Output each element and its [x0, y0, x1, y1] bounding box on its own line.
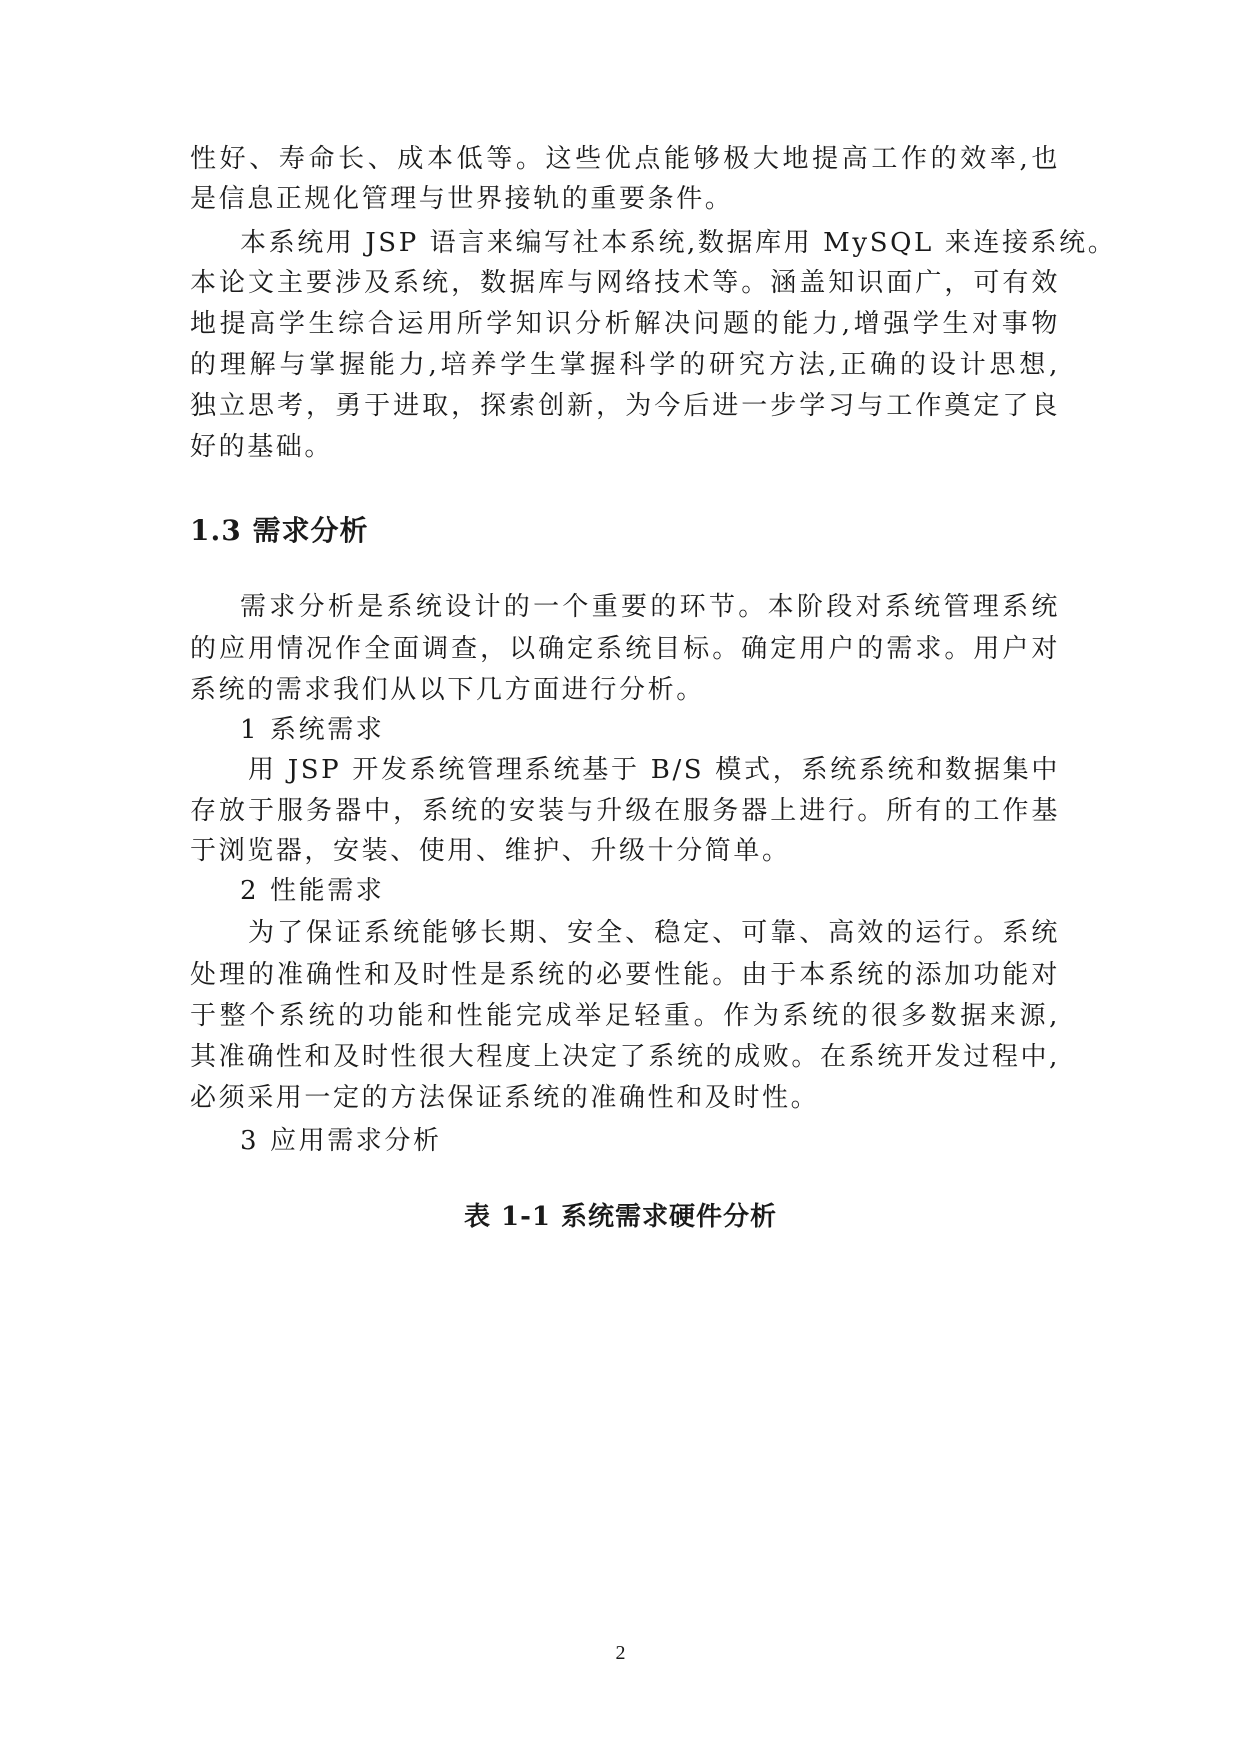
system-paragraph-line-4: 的理解与掌握能力,培养学生掌握科学的研究方法,正确的设计思想, [190, 350, 1060, 380]
system-paragraph-line-3: 地提高学生综合运用所学知识分析解决问题的能力,增强学生对事物 [190, 309, 1060, 339]
section-intro-line-3: 系统的需求我们从以下几方面进行分析。 [190, 675, 705, 705]
item1-line-1: 用 JSP 开发系统管理系统基于 B/S 模式，系统系统和数据集中 [248, 755, 1060, 785]
section-intro-line-2: 的应用情况作全面调查，以确定系统目标。确定用户的需求。用户对 [190, 634, 1060, 664]
section-heading: 1.3 需求分析 [190, 514, 369, 547]
item2-line-1: 为了保证系统能够长期、安全、稳定、可靠、高效的运行。系统 [248, 918, 1060, 948]
section-intro-line-1: 需求分析是系统设计的一个重要的环节。本阶段对系统管理系统 [240, 592, 1060, 622]
item1-line-2: 存放于服务器中，系统的安装与升级在服务器上进行。所有的工作基 [190, 796, 1060, 826]
item1-title: 1 系统需求 [240, 715, 385, 745]
item2-line-5: 必须采用一定的方法保证系统的准确性和及时性。 [190, 1083, 820, 1113]
item1-line-3: 于浏览器，安装、使用、维护、升级十分简单。 [190, 836, 791, 866]
item2-line-2: 处理的准确性和及时性是系统的必要性能。由于本系统的添加功能对 [190, 960, 1060, 990]
table-caption: 表 1-1 系统需求硬件分析 [463, 1202, 778, 1232]
system-paragraph-line-1: 本系统用 JSP 语言来编写社本系统,数据库用 MySQL 来连接系统。 [240, 228, 1117, 258]
page-number: 2 [615, 1642, 626, 1664]
system-paragraph-line-2: 本论文主要涉及系统，数据库与网络技术等。涵盖知识面广，可有效 [190, 268, 1060, 298]
intro-line-1: 性好、寿命长、成本低等。这些优点能够极大地提高工作的效率,也 [190, 144, 1060, 174]
item2-line-4: 其准确性和及时性很大程度上决定了系统的成败。在系统开发过程中, [190, 1042, 1060, 1072]
item2-title: 2 性能需求 [240, 876, 385, 906]
system-paragraph-line-6: 好的基础。 [190, 432, 334, 462]
system-paragraph-line-5: 独立思考，勇于进取，探索创新，为今后进一步学习与工作奠定了良 [190, 391, 1060, 421]
intro-line-2: 是信息正规化管理与世界接轨的重要条件。 [190, 184, 734, 214]
item2-line-3: 于整个系统的功能和性能完成举足轻重。作为系统的很多数据来源, [190, 1001, 1060, 1031]
item3-title: 3 应用需求分析 [240, 1126, 442, 1156]
